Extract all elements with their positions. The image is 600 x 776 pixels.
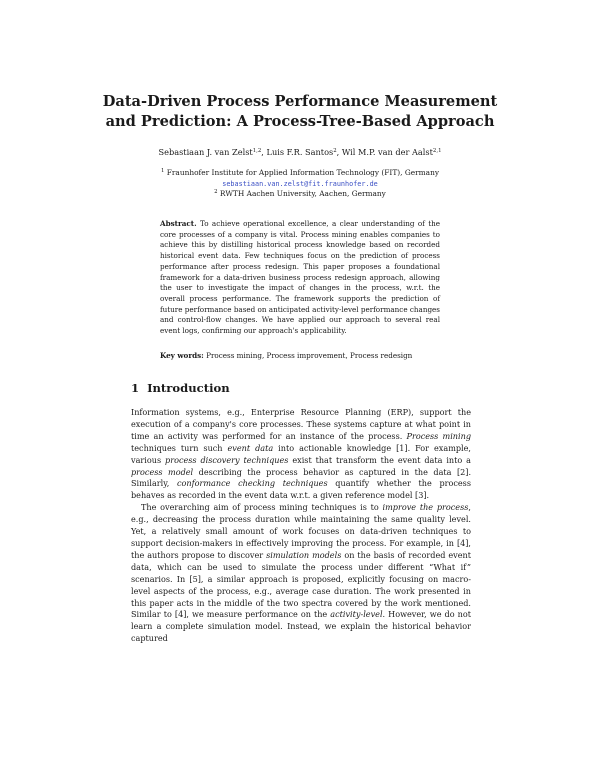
affiliation-text: RWTH Aachen University, Aachen, Germany	[219, 189, 386, 198]
emphasis: simulation models	[266, 549, 342, 560]
paragraph	[131, 502, 471, 645]
author-affiliation-mark: 1,2	[252, 148, 262, 154]
author-name: Luis F.R. Santos	[266, 147, 334, 157]
author-name: Wil M.P. van der Aalst	[341, 147, 433, 157]
title-line-2: and Prediction: A Process-Tree-Based Approach	[105, 113, 495, 130]
author-affiliation-mark: 2,1	[432, 148, 442, 154]
section-number: 1	[131, 381, 140, 395]
affiliation-text: Fraunhofer Institute for Applied Information Technology (FIT), Germany	[166, 168, 440, 177]
author-list: Sebastiaan J. van Zelst$^{1,2}$, Luis F.R. Santos$^2$, Wil M.P. van der Aalst$^{2,1}$	[158, 147, 442, 157]
emphasis: improve the process	[382, 502, 469, 513]
text-run: The overarching aim of process mining techniques is to	[141, 502, 379, 513]
section-body	[131, 407, 471, 645]
paper-title	[60, 92, 540, 132]
keywords-label: Key words:	[160, 351, 204, 360]
section-heading	[131, 381, 230, 395]
title-line-1: Data-Driven Process Performance Measurement	[102, 93, 498, 110]
emphasis: event data	[227, 442, 274, 453]
text-run: exist that transform the event data into a	[292, 454, 471, 465]
paragraph	[131, 407, 471, 502]
text-run: . However, we do not learn a complete simulation model. Instead, we explain the historical behavior captured	[131, 609, 471, 644]
section-title: Introduction	[147, 381, 230, 395]
affiliation-2	[60, 189, 540, 200]
text-run: Information systems, e.g., Enterprise Resource Planning (ERP), support the execution of a company's core processes. These systems capture at what point in time an activity was performed for an instance of the process.	[131, 407, 471, 441]
abstract-label: Abstract.	[160, 219, 197, 228]
emphasis: Process mining	[406, 430, 471, 441]
text-run: on the basis of recorded event data, which can be used to simulate the process under different “What if” scenarios. In [5], a similar approach is proposed, explicitly focusing on macro-level aspects of the process, e.g., average case duration. The work presented in this paper acts in the middle of the two spectra covered by the work mentioned. Similar to [4], we measure performance on the	[131, 549, 471, 620]
emphasis: conformance checking techniques	[177, 478, 328, 489]
author-name: Sebastiaan J. van Zelst	[158, 147, 253, 157]
emphasis: process model	[131, 466, 194, 477]
author-email[interactable]: sebastiaan.van.zelst@fit.fraunhofer.de	[222, 179, 378, 188]
text-run: techniques turn such	[131, 442, 223, 453]
text-run: describing the process behavior as captured in the data [2]. Similarly,	[131, 466, 472, 489]
abstract	[160, 219, 440, 337]
affiliations	[60, 168, 540, 200]
affiliation-mark: 1	[160, 168, 165, 174]
emphasis: activity-level	[330, 609, 383, 620]
keywords-text: Process mining, Process improvement, Process redesign	[206, 351, 413, 360]
author-affiliation-mark: 2	[333, 148, 337, 154]
emphasis: process discovery techniques	[165, 454, 289, 465]
keywords	[160, 351, 440, 362]
abstract-text: To achieve operational excellence, a clear understanding of the core processes of a company is vital. Process mining enables companies to achieve this by distilling historical process knowledge based on recorded historical event data. Few techniques focus on the prediction of process performance after process redesign. This paper proposes a foundational framework for a data-driven business process redesign approach, allowing the user to investigate the impact of changes in the process, w.r.t. the overall process performance. The framework supports the prediction of future performance based on anticipated activity-level performance changes and control-flow changes. We have applied our approach to several real event logs, confirming our approach's applicability.	[160, 219, 440, 336]
text-run: quantify whether the process behaves as recorded in the event data w.r.t. a given reference model [3].	[131, 478, 471, 501]
affiliation-1	[60, 168, 540, 179]
text-run: , e.g., decreasing the process duration while maintaining the same quality level. Yet, a relatively small amount of work focuses on data-driven techniques to support decision-makers in effectively improving the process. For example, in [4], the authors propose to discover	[131, 502, 471, 560]
affiliation-mark: 2	[214, 189, 218, 195]
text-run: into actionable knowledge [1]. For example, various	[131, 442, 472, 465]
